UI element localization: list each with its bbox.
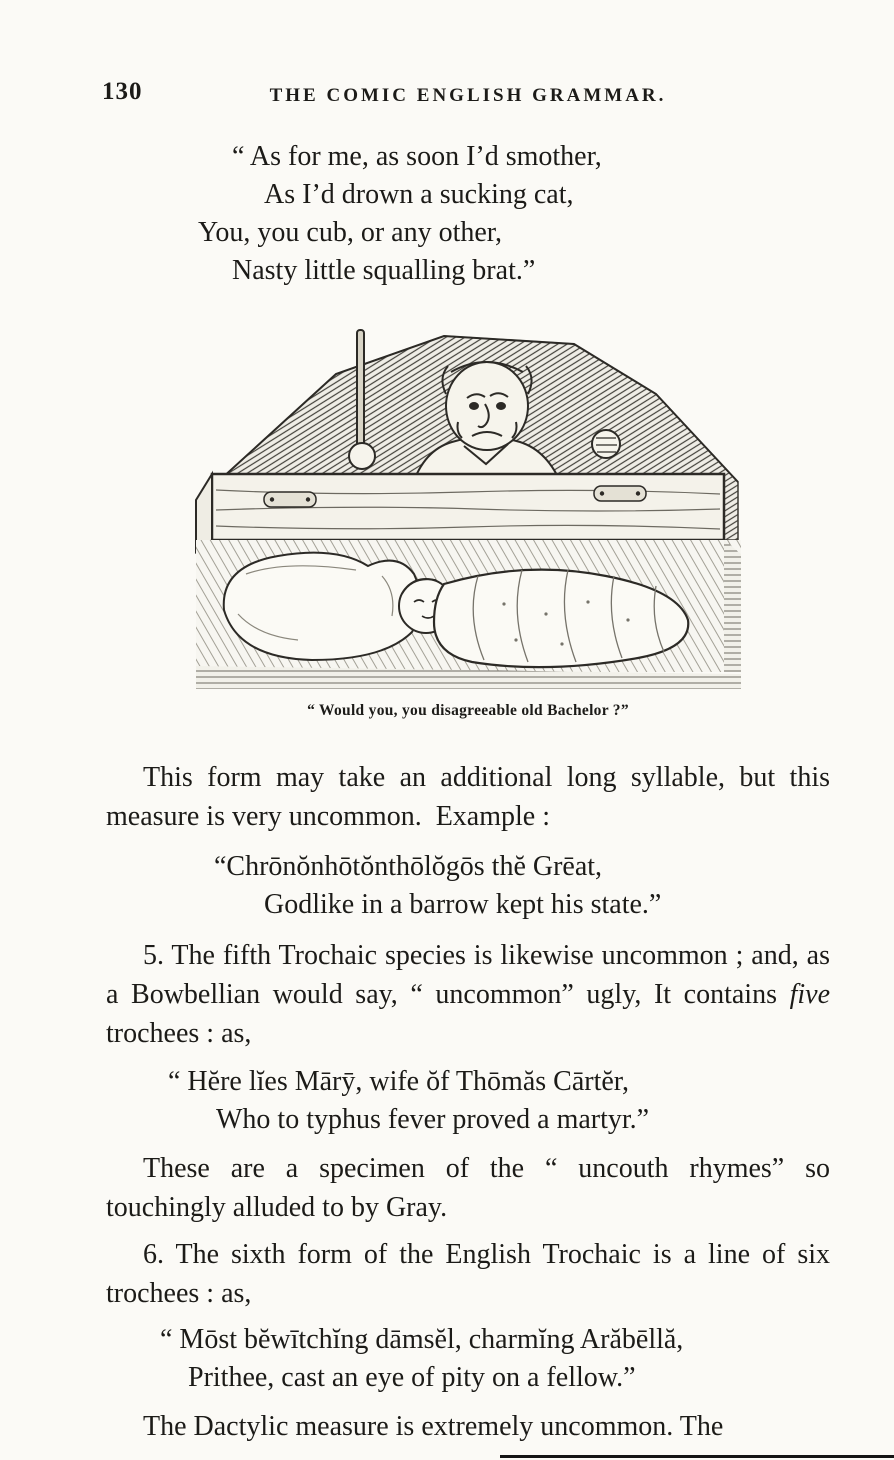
verse-line: “ Hĕre lĭes Mārȳ, wife ŏf Thōmăs Cārtĕr, xyxy=(168,1066,629,1097)
opening-verse xyxy=(106,138,830,290)
verse-line: As I’d drown a sucking cat, xyxy=(264,179,574,210)
illustration-caption: “ Would you, you disagreeable old Bachelor ?” xyxy=(307,702,629,719)
verse-chrononhotonthologos xyxy=(106,848,830,924)
running-title: THE COMIC ENGLISH GRAMMAR. xyxy=(269,85,667,106)
scan-artifact-line xyxy=(500,1455,894,1458)
engraving-figure xyxy=(106,314,830,720)
verse-line: “Chrōnŏnhōtŏnthōlŏgōs thĕ Grēat, xyxy=(214,851,603,882)
verse-line: Nasty little squalling brat.” xyxy=(232,255,536,286)
verse-line: You, you cub, or any other, xyxy=(198,217,503,248)
page-number: 130 xyxy=(102,78,143,105)
page-header xyxy=(102,78,830,114)
paragraph-sixth-trochaic: 6. The sixth form of the English Trochaic is a line of six trochees : as, xyxy=(106,1239,830,1309)
emphasis-five: five xyxy=(789,979,830,1010)
verse-line: “ Mōst bĕwītchĭng dāmsĕl, charmĭng Arăbēllă, xyxy=(160,1324,684,1355)
verse-line: Godlike in a barrow kept his state.” xyxy=(264,889,662,920)
verse-damsel xyxy=(106,1321,830,1397)
verse-mary-carter xyxy=(106,1063,830,1139)
paragraph-additional-syllable: This form may take an additional long syllable, but this measure is very uncommon. Example : xyxy=(106,762,830,832)
paragraph-text: trochees : as, xyxy=(106,1018,252,1049)
engraving-image xyxy=(186,314,751,689)
paragraph-uncouth-rhymes: These are a specimen of the “ uncouth rhymes” so touchingly alluded to by Gray. xyxy=(106,1153,830,1223)
verse-line: Prithee, cast an eye of pity on a fellow.” xyxy=(188,1362,636,1393)
paragraph-fifth-trochaic xyxy=(106,936,830,1053)
verse-line: “ As for me, as soon I’d smother, xyxy=(232,141,602,172)
paragraph-dactylic: The Dactylic measure is extremely uncommon. The xyxy=(143,1411,724,1442)
verse-line: Who to typhus fever proved a martyr.” xyxy=(216,1104,650,1135)
paragraph-text: 5. The fifth Trochaic species is likewise uncommon ; and, as a Bowbellian would say, “ uncommon” ugly, It contains xyxy=(106,940,830,1010)
